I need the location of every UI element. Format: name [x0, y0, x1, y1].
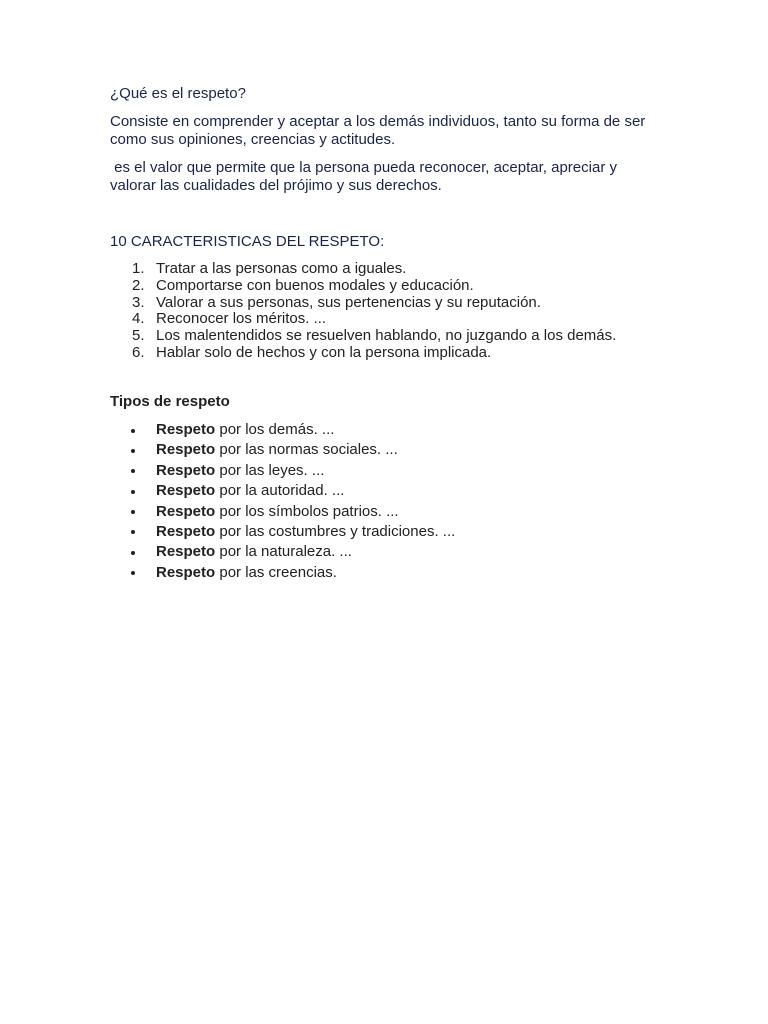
bullet-icon [131, 510, 135, 514]
list-item-text: Valorar a sus personas, sus pertenencias y su reputación. [156, 293, 541, 311]
list-item-text: Reconocer los méritos. ... [156, 310, 327, 328]
bullet-icon [131, 530, 135, 534]
list-number: 1. [132, 260, 145, 277]
types-title: Tipos de respeto [110, 393, 230, 410]
bullet-icon [131, 449, 135, 453]
list-item [110, 481, 650, 501]
list-item [110, 461, 650, 481]
list-item-text: Tratar a las personas como a iguales. [156, 260, 407, 277]
list-item-text: por los símbolos patrios. ... [215, 502, 399, 520]
bold-term: Respeto [156, 543, 216, 561]
list-item [110, 311, 650, 328]
bullet-icon [131, 551, 135, 555]
list-item [110, 563, 650, 583]
bold-term: Respeto [156, 441, 216, 459]
list-item-text: Comportarse con buenos modales y educación. [156, 276, 474, 294]
bullet-icon [131, 490, 135, 494]
list-item [110, 328, 650, 345]
question-title: ¿Qué es el respeto? [110, 85, 246, 102]
list-item [110, 542, 650, 562]
list-item [110, 502, 650, 522]
list-number: 5. [132, 327, 145, 345]
list-item-text: por las creencias. [215, 563, 337, 581]
list-number: 2. [132, 276, 145, 294]
list-item [110, 261, 650, 278]
bold-term: Respeto [156, 461, 216, 479]
bullet-icon [131, 571, 135, 575]
list-item-text: por la naturaleza. ... [215, 543, 352, 561]
list-item [110, 522, 650, 542]
list-item-text: por la autoridad. ... [215, 482, 345, 500]
types-list [110, 420, 650, 583]
bold-term: Respeto [156, 502, 216, 520]
list-item [110, 278, 650, 295]
list-item [110, 440, 650, 460]
definition-paragraph: Consiste en comprender y aceptar a los demás individuos, tanto su forma de ser como sus opiniones, creencias y actitudes. [110, 113, 646, 148]
list-item-text: por los demás. ... [215, 421, 335, 438]
list-item-text: Hablar solo de hechos y con la persona implicada. [156, 343, 492, 361]
bold-term: Respeto [156, 522, 216, 540]
bold-term: Respeto [156, 482, 216, 500]
list-item [110, 345, 650, 362]
list-number: 4. [132, 310, 145, 328]
list-item-text: Los malentendidos se resuelven hablando, no juzgando a los demás. [156, 327, 617, 345]
list-item-text: por las normas sociales. ... [215, 441, 398, 459]
bold-term: Respeto [156, 421, 216, 438]
bullet-icon [131, 469, 135, 473]
list-number: 3. [132, 293, 145, 311]
bold-term: Respeto [156, 563, 216, 581]
list-item-text: por las leyes. ... [215, 461, 325, 479]
list-number: 6. [132, 343, 145, 361]
characteristics-title: 10 CARACTERISTICAS DEL RESPETO: [110, 233, 385, 250]
list-item [110, 295, 650, 312]
bullet-icon [131, 429, 135, 433]
list-item [110, 420, 650, 440]
characteristics-list [110, 261, 650, 362]
list-item-text: por las costumbres y tradiciones. ... [215, 522, 456, 540]
value-paragraph: es el valor que permite que la persona pueda reconocer, aceptar, apreciar y valorar las cualidades del prójimo y sus derechos. [110, 159, 622, 194]
